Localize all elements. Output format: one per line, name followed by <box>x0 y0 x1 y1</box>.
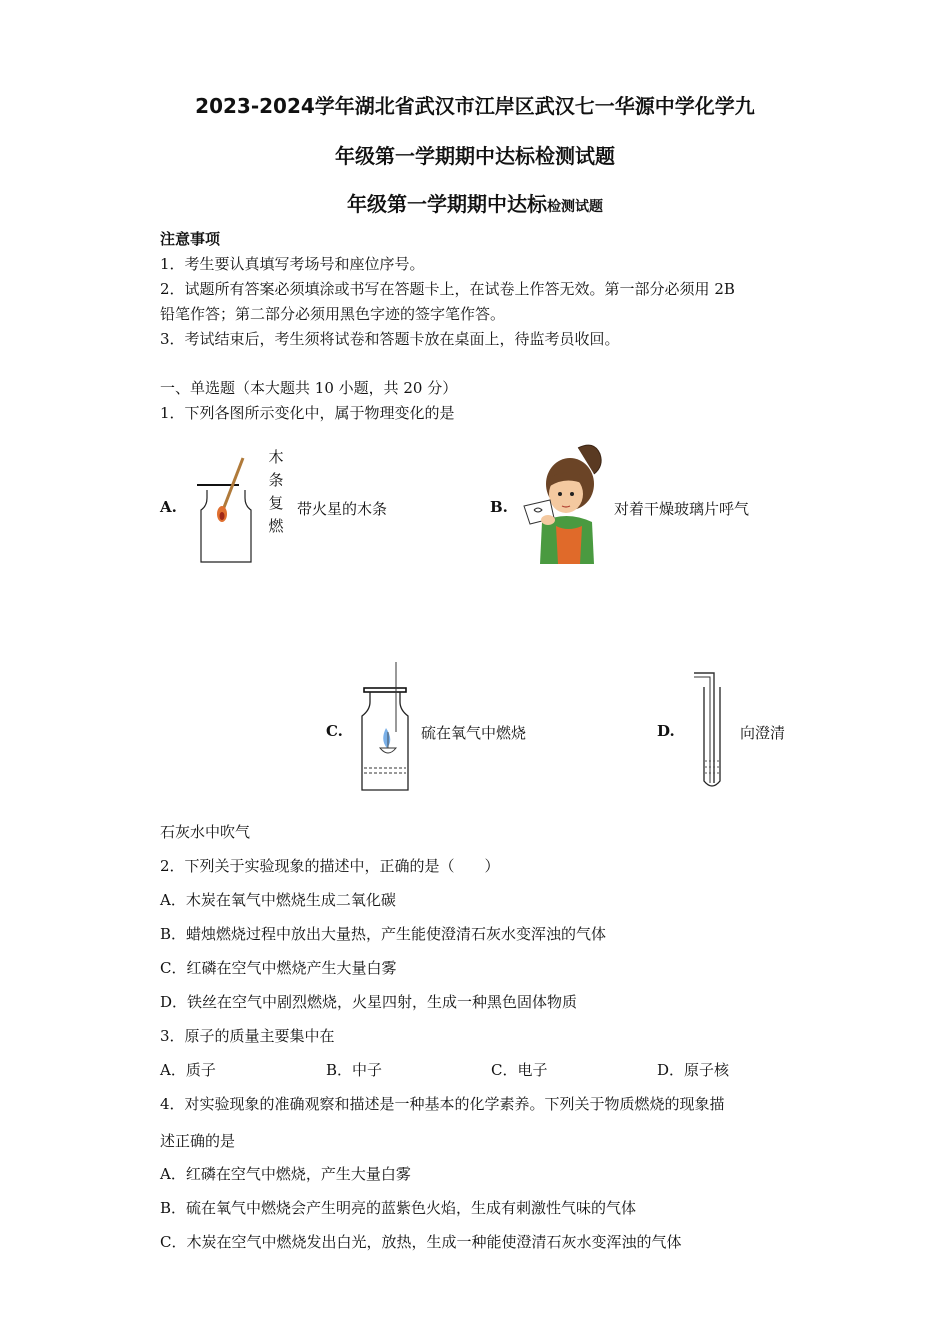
q1-figure-a-caption <box>268 446 284 538</box>
q4-option-c: C．木炭在空气中燃烧发出白光，放热，生成一种能使澄清石灰水变浑浊的气体 <box>160 1233 682 1251</box>
caption-char-3: 复 <box>268 494 284 512</box>
title-line-1: 2023-2024学年湖北省武汉市江岸区武汉七一华源中学化学九 <box>195 94 755 118</box>
q3-option-b: B．中子 <box>326 1061 383 1079</box>
q1-option-c-text: 硫在氧气中燃烧 <box>421 724 527 742</box>
q1-stem: 1．下列各图所示变化中，属于物理变化的是 <box>160 404 455 422</box>
q1-option-c-label: C. <box>326 722 343 740</box>
caption-char-2: 条 <box>268 471 284 489</box>
q1-option-d-label: D. <box>657 722 675 740</box>
notice-item-2: 2．试题所有答案必须填涂或书写在答题卡上，在试卷上作答无效。第一部分必须用 2B <box>160 280 735 298</box>
q2-option-d: D．铁丝在空气中剧烈燃烧，火星四射，生成一种黑色固体物质 <box>160 993 578 1011</box>
q1-option-a-text: 带火星的木条 <box>297 500 388 518</box>
caption-char-1: 木 <box>268 448 284 466</box>
q4-option-a: A．红磷在空气中燃烧，产生大量白雾 <box>160 1165 411 1183</box>
title-line-3-big: 年级第一学期期中达标 <box>347 192 547 216</box>
q3-option-c: C．电子 <box>491 1061 548 1079</box>
section-1-heading: 一、单选题（本大题共 10 小题，共 20 分） <box>160 379 458 397</box>
q2-option-a: A．木炭在氧气中燃烧生成二氧化碳 <box>160 891 396 909</box>
q1-figure-b-girl <box>520 440 610 565</box>
notice-item-3: 3．考试结束后，考生须将试卷和答题卡放在桌面上，待监考员收回。 <box>160 330 620 348</box>
notice-item-2-cont: 铅笔作答；第二部分必须用黑色字迹的签字笔作答。 <box>160 305 506 323</box>
q1-figure-d-testtube <box>688 665 728 795</box>
q1-option-d-text: 向澄清 <box>740 724 786 742</box>
q2-option-b: B．蜡烛燃烧过程中放出大量热，产生能使澄清石灰水变浑浊的气体 <box>160 925 607 943</box>
q1-option-d-continuation: 石灰水中吹气 <box>160 823 251 841</box>
q4-stem-line-1: 4．对实验现象的准确观察和描述是一种基本的化学素养。下列关于物质燃烧的现象描 <box>160 1095 725 1113</box>
q1-option-b-text: 对着干燥玻璃片呼气 <box>614 500 750 518</box>
q1-option-b-label: B. <box>490 498 508 516</box>
q1-figure-a-jar <box>195 450 265 565</box>
q2-stem: 2．下列关于实验现象的描述中，正确的是（ ） <box>160 857 500 875</box>
title-line-3 <box>0 188 950 217</box>
notice-item-1: 1．考生要认真填写考场号和座位序号。 <box>160 255 425 273</box>
q3-option-a: A．质子 <box>160 1061 216 1079</box>
q1-option-a-label: A. <box>160 498 177 516</box>
caption-char-4: 燃 <box>268 517 284 535</box>
q4-option-b: B．硫在氧气中燃烧会产生明亮的蓝紫色火焰，生成有刺激性气味的气体 <box>160 1199 637 1217</box>
q3-stem: 3．原子的质量主要集中在 <box>160 1027 335 1045</box>
title-line-3-small: 检测试题 <box>547 199 603 215</box>
q1-figure-c-bottle <box>356 660 416 795</box>
title-line-2: 年级第一学期期中达标检测试题 <box>335 144 615 168</box>
q4-stem-line-2: 述正确的是 <box>160 1132 236 1150</box>
q2-option-c: C．红磷在空气中燃烧产生大量白雾 <box>160 959 397 977</box>
notice-heading: 注意事项 <box>160 230 221 248</box>
q3-option-d: D．原子核 <box>657 1061 730 1079</box>
